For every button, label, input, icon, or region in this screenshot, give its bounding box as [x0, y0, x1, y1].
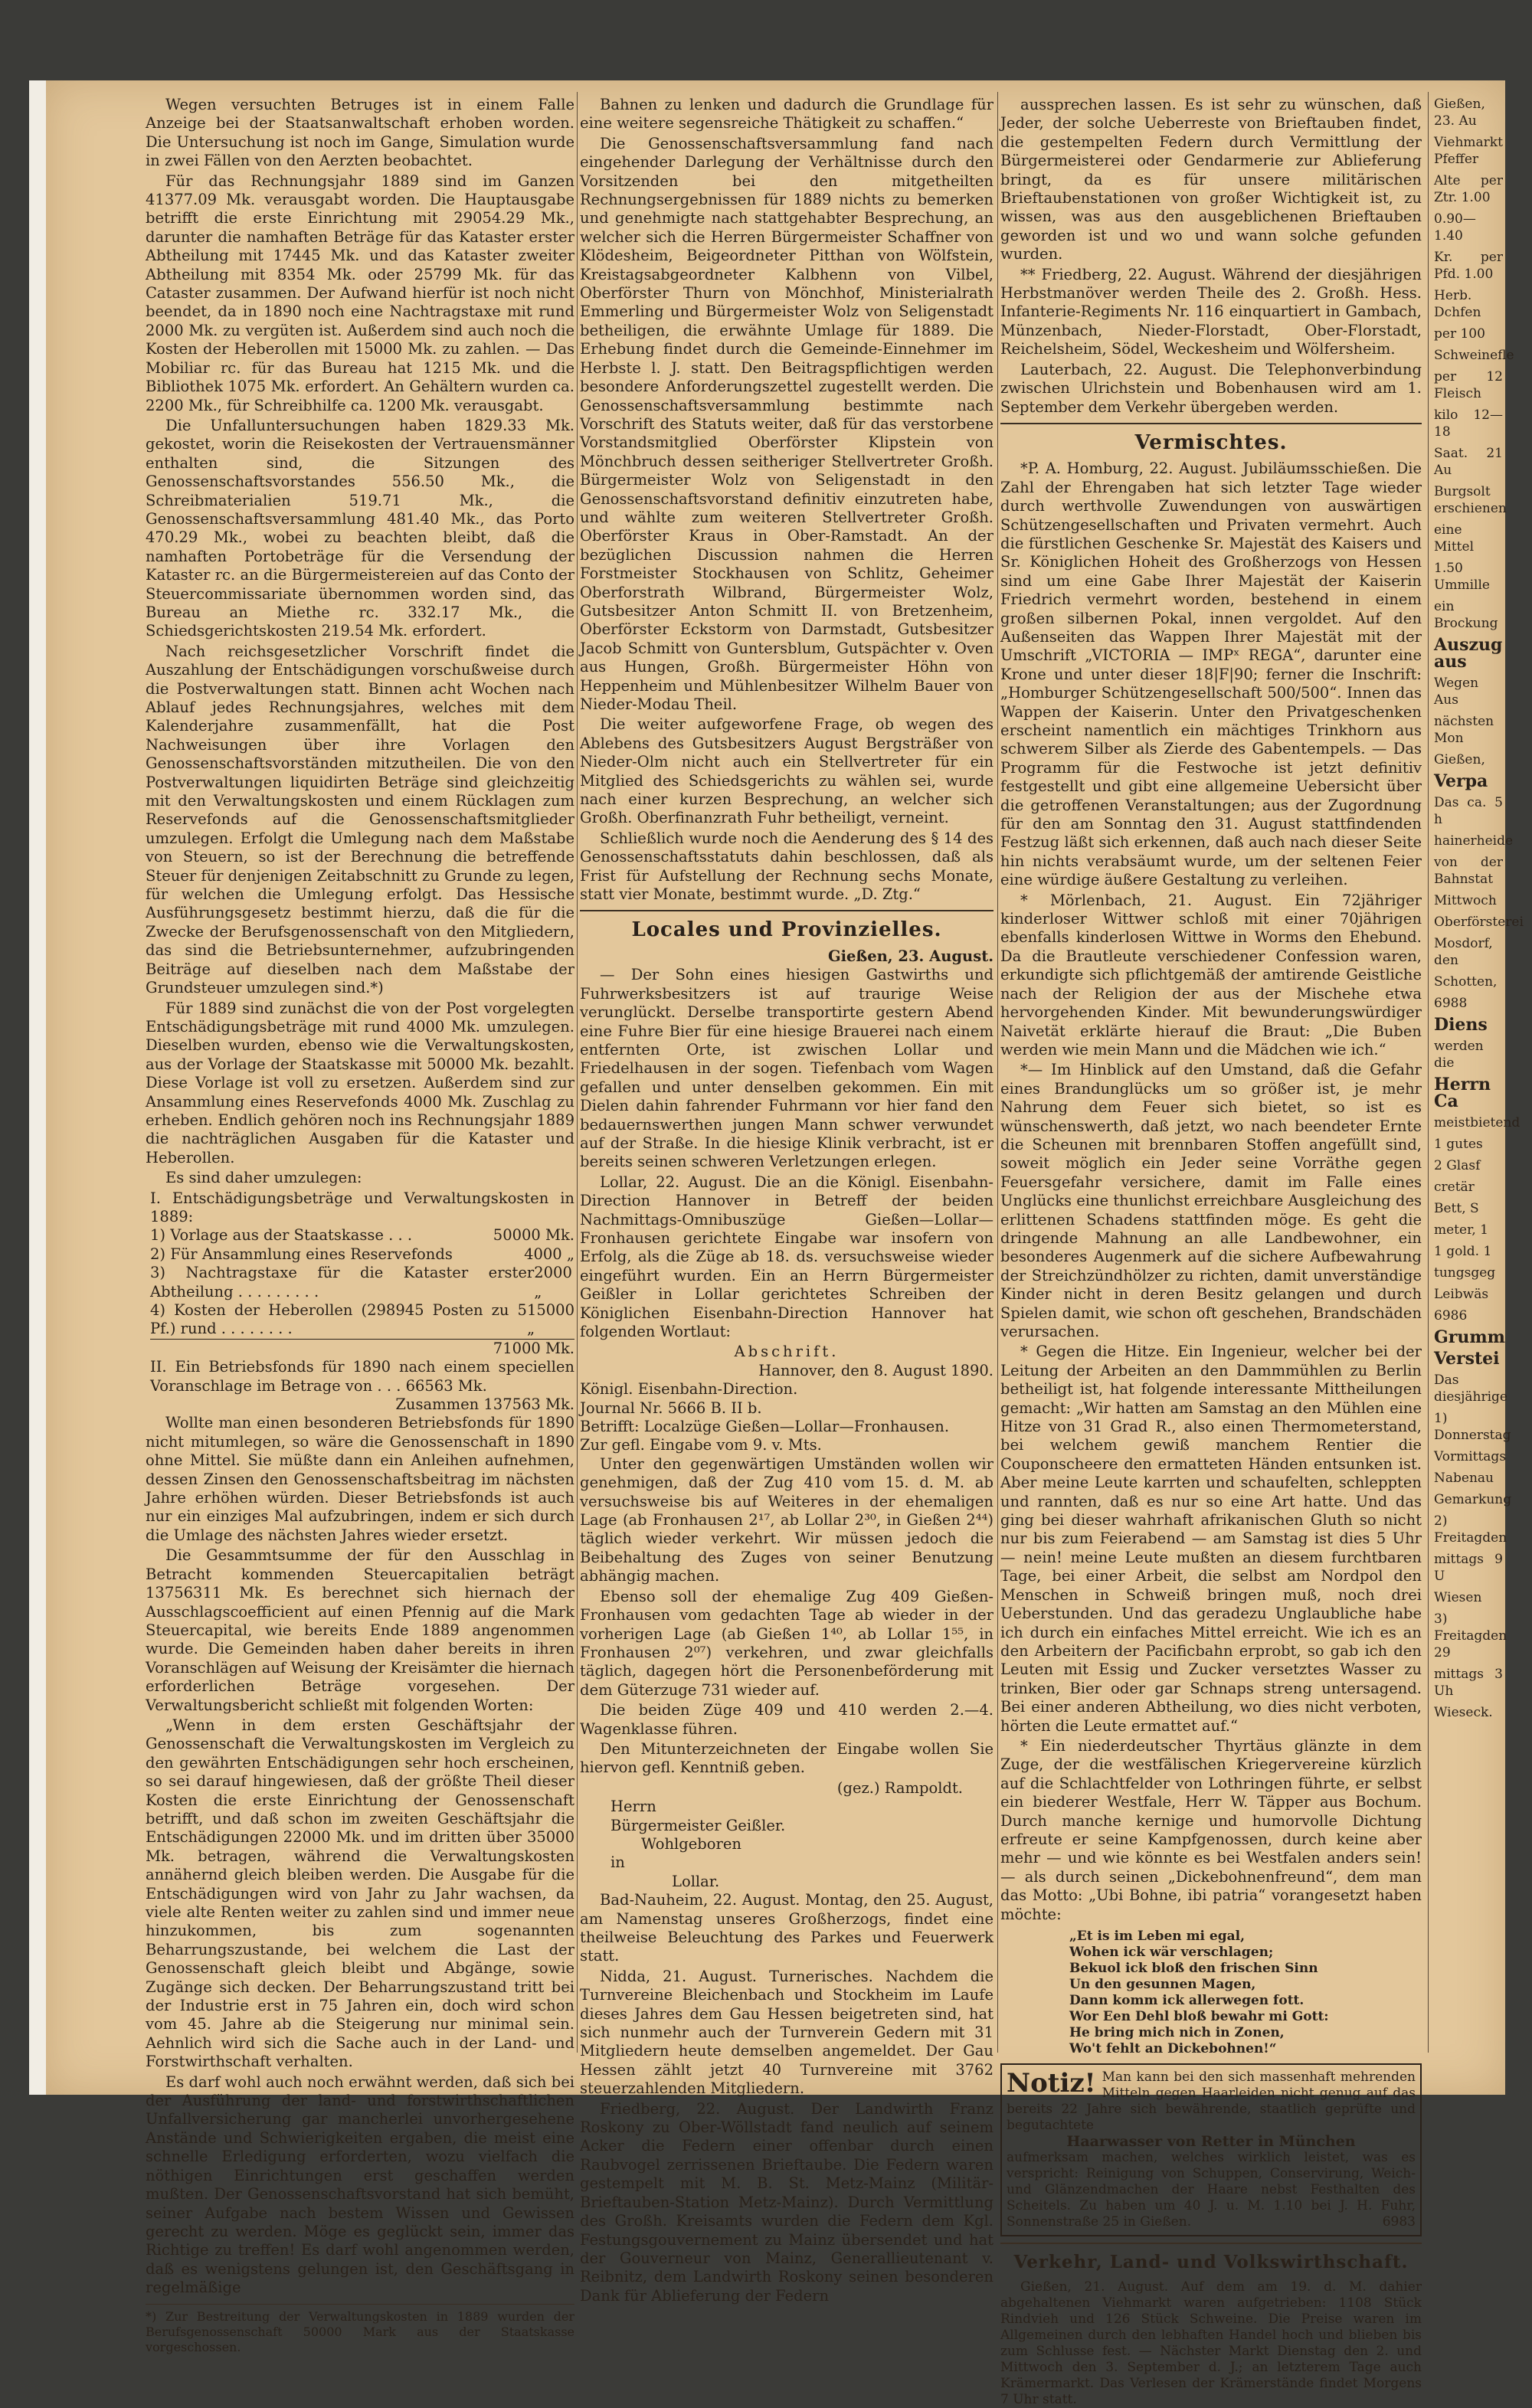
paragraph: * Mörlenbach, 21. August. Ein 72jähriger kinderloser Wittwer schloß mit einer 70jährigen ebenfalls kinderlosen Wittwe in Worms den Ehebund. Da die Brautleute verschiedener Confession waren, erkundigte sich pflichtgemäß der amtirende Geistliche nach der Religion der aus der Mischehe etwa hervorgehenden Kinder. Mit bewunderungswürdiger Naivetät erklärte hierauf die Braut: „Die Buben werden wie mein Mann und die Mädchen wie ich.“ [1000, 891, 1422, 1058]
paragraph: Die Genossenschaftsversammlung fand nach eingehender Darlegung der Verhältnisse durch den Vorsitzenden bei den mitgetheilten Rechnungsergebnissen für 1889 nichts zu bemerken und genehmigte nach stattgehabter Besprechung, an welcher sich die Herren Bürgermeister Schaffner von Klödesheim, Beigeordneter Pitthan von Wölfstein, Kreistagsabgeordneter Kalbhenn von Vilbel, Oberförster Thurn von Mönchhof, Ministerialrath Emmerling und Bürgermeister Wolz von Seligenstadt betheiligen, die erwähnte Umlage für 1889. Die Erhebung findet durch die Gemeinde-Einnehmer im Herbste l. J. statt. Den Beitragspflichtigen werden besondere Anforderungszettel zugestellt werden. Die Genossenschaftsversammlung bestimmte nach Vorschrift des Statuts weiter, daß für das verstorbene Vorstandsmitglied Oberförster Klipstein von Mönchbruch dessen seitheriger Stellvertreter Großh. Bürgermeister Wolz von Seligenstadt in den Genossenschaftsvorstand definitiv einzutreten habe, und wählte zum weiteren Stellvertreter Großh. Oberförster Kraus in Ober-Ramstadt. An der bezüglichen Discussion nahmen die Herren Forstmeister Stockhausen von Schlitz, Geheimer Oberforstrath Wilbrand, Bürgermeister Wolz, Gutsbesitzer Anton Schmitt II. von Bretzenheim, Oberförster Eckstorm von Darmstadt, Gutsbesitzer Jacob Schmitt von Guntersblum, Gutspächter v. Oven aus Hungen, Großh. Bürgermeister Höhn von Heppenheim und Mühlenbesitzer Wilhelm Bauer von Nieder-Modau Theil. [580, 134, 994, 713]
paragraph: Wollte man einen besonderen Betriebsfonds für 1890 nicht mitumlegen, so wäre die Genossenschaft in 1890 ohne Mittel. Sie müßte dann ein Anleihen aufnehmen, dessen Zinsen den Genossenschaftsbeitrag im nächsten Jahre erhöhen würden. Dieser Betriebsfonds ist auch nur ein einziges Mal aufzubringen, indem er sich durch die Umlage des nächsten Jahres wieder ersetzt. [146, 1414, 574, 1544]
fragment-line: Diens [1434, 1015, 1488, 1035]
fragment-line: Wiesen [1434, 1590, 1482, 1605]
fragment-line: Wieseck. [1434, 1705, 1493, 1720]
column-1 [146, 96, 574, 2354]
fragment-line: 6986 [1434, 1308, 1468, 1323]
list-item: 2) Für Ansammlung eines Reservefonds 4000 „ [150, 1245, 574, 1263]
fragment-line: Nabenau [1434, 1471, 1494, 1486]
advertisement-notiz [1000, 2063, 1422, 2236]
fragment-line: Burgsolt erschienen [1434, 484, 1507, 516]
fragment-line: Viehmarkt Pfeffer [1434, 135, 1503, 167]
abschrift-label: Abschrift. [734, 1343, 840, 1361]
list-title: I. Entschädigungsbeträge und Verwaltungskosten in 1889: [150, 1189, 574, 1225]
paragraph: Schließlich wurde noch die Aenderung des § 14 des Genossenschaftsstatuts dahin beschlossen, daß als Frist für Aufstellung der Rechnung sechs Monate, statt vier Monate, bestimmt wurde. „D. Ztg.“ [580, 829, 994, 904]
fragment-line: Schotten, [1434, 974, 1498, 990]
column-rule [997, 92, 998, 2053]
section-title: Verkehr, Land- und Volkswirthschaft. [1013, 2252, 1409, 2272]
paragraph: Es darf wohl auch noch erwähnt werden, daß sich bei der Ausführung der land- und forstwirthschaftlichen Unfallversicherung gar mancherlei unvorhergesehene Anstände und Schwierigkeiten ergaben, die meist eine schnelle Erledigung erforderten, wozu vielfach die nöthigen Einrichtungen erst geschaffen werden mußten. Der Genossenschaftsvorstand hat sich bemüht, seiner Aufgabe nach bestem Wissen und Gewissen gerecht zu werden. Möge es geglückt sein, immer das Richtige zu treffen! Es darf wohl angenommen werden, daß es wenigstens gelungen ist, den Geschäftsgang in regelmäßige [146, 2073, 574, 2297]
address-block [580, 1798, 994, 1891]
paragraph: ** Friedberg, 22. August. Während der diesjährigen Herbstmanöver werden Theile des 2. Großh. Hess. Infanterie-Regiments Nr. 116 einquartiert in Gambach, Münzenbach, Nieder-Florstadt, Ober-Florstadt, Reichelsheim, Södel, Weckesheim und Wölfersheim. [1000, 265, 1422, 358]
fragment-line: 3) Freitagden 29 [1434, 1611, 1507, 1660]
paragraph: Den Mitunterzeichneten der Eingabe wollen Sie hiervon gefl. Kenntniß geben. [580, 1739, 994, 1777]
fragment-line: Kr. per Pfd. 1.00 [1434, 250, 1503, 282]
list-subtotal: 71000 Mk. [150, 1339, 574, 1358]
fragment-line: Alte per Ztr. 1.00 [1434, 173, 1503, 205]
poem-line: Un den gesunnen Magen, [1069, 1977, 1256, 1992]
notiz-product: Haarwasser von Retter in München [1066, 2133, 1356, 2150]
paragraph: Es sind daher umzulegen: [165, 1169, 362, 1187]
fragment-line: Saat. 21 Au [1434, 446, 1503, 478]
paragraph: Die Unfalluntersuchungen haben 1829.33 Mk. gekostet, worin die Reisekosten der Vertrauensmänner enthalten sind, die Sitzungen des Genossenschaftsvorstandes 556.50 Mk., die Schreibmaterialien 519.71 Mk., die Genossenschaftsversammlung 481.40 Mk., das Porto 470.29 Mk., wobei zu beachten bleibt, daß die namhaften Portobeträge für die Versendung der Kataster rc. an die Bürgermeistereien auf das Conto der Steuercommissariate übernommen worden sind, das Bureau an Miethe rc. 332.17 Mk., die Schiedsgerichtskosten 219.54 Mk. erfordert. [146, 416, 574, 640]
dateline: Gießen, 23. August. [827, 947, 994, 965]
poem-line: Bekuol ick bloß den frischen Sinn [1069, 1961, 1318, 1976]
fragment-line: nächsten Mon [1434, 714, 1494, 746]
fragment-line: meter, 1 [1434, 1222, 1488, 1238]
paragraph: Nidda, 21. August. Turnerisches. Nachdem die Turnvereine Bleichenbach und Stockheim im Laufe dieses Jahres dem Gau Hessen beigetreten sind, hat sich nunmehr auch der Turnverein Gedern mit 31 Mitgliedern heute demselben angemeldet. Der Gau Hessen zählt jetzt 40 Turnvereine mit 3762 steuerzahlenden Mitgliedern. [580, 1967, 994, 2098]
fragment-line: Schweinefle [1434, 348, 1514, 363]
fragment-line: 6988 [1434, 996, 1468, 1011]
paragraph: Für 1889 sind zunächst die von der Post vorgelegten Entschädigungsbeträge mit rund 4000 Mk. umzulegen. Dieselben wurden, ebenso wie die Verwaltungskosten, aus der Vorlage der Staatskasse mit 50000 Mk. bezahlt. Diese Vorlage ist voll zu ersetzen. Außerdem sind zur Ansammlung eines Reservefonds 4000 Mk. Zuschlag zu erheben. Endlich gehören noch ins Rechnungsjahr 1889 die nachträglichen Ausgaben für die Kataster und Heberollen. [146, 999, 574, 1166]
poem-line: Wohen ick wär verschlagen; [1069, 1945, 1274, 1960]
poem-line: He bring mich nich in Zonen, [1069, 2025, 1285, 2040]
paragraph: Ebenso soll der ehemalige Zug 409 Gießen-Fronhausen vom gedachten Tage ab wieder in der vorherigen Lage (ab Gießen 1⁴⁰, ab Lollar 1⁵⁵, in Fronhausen 2⁰⁷) verkehren, und zwar gleichfalls täglich, dagegen hört die Personenbeförderung mit dem Güterzuge 731 wieder auf. [580, 1587, 994, 1699]
address-line: Herrn [611, 1798, 656, 1816]
fragment-line: Grumm [1434, 1327, 1505, 1347]
paragraph: Bad-Nauheim, 22. August. Montag, den 25. August, am Namenstag unseres Großherzogs, findet eine theilweise Beleuchtung des Parkes und Feuerwerk statt. [580, 1891, 994, 1965]
letter-date: Hannover, den 8. August 1890. [758, 1361, 994, 1379]
fragment-line: Herrn Ca [1434, 1075, 1491, 1111]
paragraph: Nach reichsgesetzlicher Vorschrift findet die Auszahlung der Entschädigungen vorschußweise durch die Postverwaltungen statt. Binnen acht Wochen nach Ablauf jedes Rechnungsjahres, welches mit dem Kalenderjahre zusammenfällt, hat die Post Nachweisungen über ihre Vorlagen den Genossenschaftsvorständen mitzutheilen. Die von den Postverwaltungen liquidirten Beträge sind gleichzeitig mit den Verwaltungskosten und einem Rücklagen zum Reservefonds auf die Genossenschaftsmitglieder umzulegen. Erfolgt die Umlegung nach dem Maßstabe von Steuern, so ist der Berechnung die betreffende Steuer für denjenigen Zeitabschnitt zu Grunde zu legen, für welchen die Umlegung erfolgt. Das Hessische Ausführungsgesetz bestimmt hierzu, daß die für die Zwecke der Berufsgenossenschaft von den Mitgliedern, das sind die Betriebsunternehmer, aufzubringenden Beiträge auf dieselben nach dem Maßstabe der Grundsteuer umzulegen sind.*) [146, 642, 574, 997]
paragraph: aussprechen lassen. Es ist sehr zu wünschen, daß Jeder, der solche Ueberreste von Brieftauben findet, die gestempelten Federn durch Vermittlung der Bürgermeisterei oder Gendarmerie zur Ablieferung bringt, da es für unsere militärischen Brieftaubenstationen von großer Wichtigkeit ist, zu wissen, was aus den ausgeblichenen Brieftauben geworden ist und wo und wann solche gefunden wurden. [1000, 96, 1422, 263]
fragment-line: meistbietend [1434, 1115, 1521, 1130]
fragment-line: Gießen, 23. Au [1434, 97, 1485, 129]
fragment-line: Vormittags [1434, 1449, 1507, 1464]
letter-header-line: Königl. Eisenbahn-Direction. [580, 1380, 798, 1399]
paragraph: Die weiter aufgeworfene Frage, ob wegen des Ablebens des Gutsbesitzers August Bergsträßer von Nieder-Olm nicht auch ein Stellvertreter für ein Mitglied des Schiedsgerichts zu wählen sei, wurde nach einer kurzen Besprechung, an welcher sich Großh. Oberfinanzrath Fuhr betheiligt, verneint. [580, 715, 994, 827]
poem-line: Wo't fehlt an Dickebohnen!“ [1069, 2041, 1277, 2056]
notiz-text: aufmerksam machen, welches wirklich leistet, was es verspricht: Reinigung von Schuppen, Conservirung, Weich- und Glänzendmachen der Haare nebst Festhalten des Scheitels. Zu haben um 40 J. u. M. 1.10 bei J. H. Fuhr, Sonnenstraße 25 in Gießen. [1007, 2150, 1416, 2230]
fragment-line: eine Mittel [1434, 522, 1475, 555]
fragment-line: von der Bahnstat [1434, 855, 1503, 887]
column-2 [580, 96, 994, 2305]
address-line: in [611, 1853, 625, 1872]
section-title: Vermischtes. [1134, 430, 1288, 454]
fragment-line: hainerheide [1434, 833, 1514, 849]
fragment-line: Mittwoch [1434, 893, 1497, 908]
letter-header-line: Journal Nr. 5666 B. II b. [580, 1399, 762, 1417]
letter-header-line: Zur gefl. Eingabe vom 9. v. Mts. [580, 1436, 822, 1454]
address-line: Lollar. [672, 1872, 720, 1890]
divider [1000, 423, 1422, 424]
column-3 [1000, 96, 1422, 2408]
poem-line: Wor Een Dehl bloß bewahr mi Gott: [1069, 2009, 1329, 2024]
fragment-line: 1.50 Ummille [1434, 561, 1490, 593]
fragment-line: Gemarkung [1434, 1492, 1512, 1507]
fragment-line: Verpa [1434, 771, 1488, 791]
letter-header [580, 1380, 994, 1455]
fragment-line: Auszug aus [1434, 635, 1503, 672]
fragment-line: 2) Freitagden [1434, 1513, 1507, 1546]
footnote: *) Zur Bestreitung der Verwaltungskosten in 1889 wurden der Berufsgenossenschaft 50000 Mark aus der Staatskasse vorgeschossen. [146, 2304, 574, 2355]
fragment-line: mittags 9 U [1434, 1552, 1503, 1584]
paragraph: — Der Sohn eines hiesigen Gastwirths und Fuhrwerksbesitzers ist auf traurige Weise verunglückt. Derselbe transportirte gestern Abend eine Fuhre Bier für eine hiesige Brauerei nach einem entfernten Orte, ist zwischen Lollar und Friedelhausen in der sogen. Tiefenbach vom Wagen gefallen und unter denselben gekommen. Ein mit Dielen dahin fahrender Fuhrmann vor hier fand den bedauernswerthen jungen Mann schwer verwundet auf der Straße. In die hiesige Klinik verbracht, ist er bereits seinen schweren Verletzungen erlegen. [580, 966, 994, 1171]
fragment-line: Verstei [1434, 1349, 1500, 1369]
budget-list [146, 1189, 574, 1415]
fragment-line: Herb. Dchfen [1434, 288, 1481, 320]
paragraph: Unter den gegenwärtigen Umständen wollen wir genehmigen, daß der Zug 410 vom 15. d. M. ab versuchsweise bis auf Weiteres in der ehemaligen Lage (ab Fronhausen 2¹⁷, ab Lollar 2³⁰, in Gießen 2⁴⁴) täglich wieder verkehrt. Wir müssen jedoch die Beibehaltung des Zuges von seiner Benutzung abhängig machen. [580, 1454, 994, 1585]
fragment-line: Wegen Aus [1434, 676, 1479, 708]
fragment-line: cretär [1434, 1179, 1475, 1195]
list-total: Zusammen 137563 Mk. [395, 1395, 574, 1414]
fragment-line: Das ca. 5 h [1434, 795, 1503, 827]
fragment-line: per 12 Fleisch [1434, 369, 1503, 401]
fragment-line: 0.90—1.40 [1434, 211, 1476, 244]
fragment-line: Gießen, [1434, 752, 1485, 767]
fragment-line: tungsgeg [1434, 1265, 1496, 1281]
paragraph: Für das Rechnungsjahr 1889 sind im Ganzen 41377.09 Mk. verausgabt worden. Die Hauptausgabe betrifft die erste Einrichtung mit 29054.29 Mk., darunter die namhaften Beträge für das Kataster erster Abtheilung mit 17445 Mk. und das Kataster zweiter Abtheilung mit 8354 Mk. oder 25799 Mk. für das Cataster zusammen. Der Aufwand hierfür ist noch nicht beendet, da in 1890 noch eine Nachtragstaxe mit rund 2000 Mk. zu vergüten ist. Außerdem sind auch noch die Kosten der Heberollen mit 15000 Mk. zu zahlen. — Das Mobiliar rc. für das Bureau hat 1215 Mk. und die Bibliothek 1075 Mk. erfordert. An Gehältern wurden ca. 2200 Mk., für Schreibhilfe ca. 1200 Mk. verausgabt. [146, 172, 574, 414]
paragraph: * Gegen die Hitze. Ein Ingenieur, welcher bei der Leitung der Arbeiten an den Dammmühlen zu Berlin betheiligt ist, hat folgende interessante Mittheilungen gemacht: „Wir hatten am Samstag an den Mühlen eine Hitze von 31 Grad R., also einen Thermometerstand, bei welchem gewiß manchem Rentier die Couponscheere den ermatteten Händen entsunken ist. Aber meine Leute karrten und schaufelten, schleppten und rannten, daß es nur so eine Art hatte. Und das ging bei dieser wahrhaft afrikanischen Gluth so nicht nur bis zum Feierabend — am Samstag ist dies 5 Uhr — nein! meine Leute mußten an diesem furchtbaren Tage, bei einer Arbeit, die selbst am Nordpol den Menschen in Schweiß bringen muß, noch drei Ueberstunden. Und das geradezu Unglaubliche habe ich durch ein einfaches Mittel erreicht. Wie ich es an den Arbeitern der Pacificbahn erprobt, so gab ich den Leuten mit Essig und Zucker versetztes Wasser zu trinken, Bier oder gar Schnaps streng untersagend. Bei einer anderen Abtheilung, wo dies nicht verboten, hörten die Leute ermattet auf.“ [1000, 1343, 1422, 1735]
fragment-line: Leibwäs [1434, 1287, 1489, 1302]
fragment-line: werden die [1434, 1039, 1484, 1071]
paragraph: „Wenn in dem ersten Geschäftsjahr der Genossenschaft die Verwaltungskosten im Vergleich zu den gewährten Entschädigungen sehr hoch erscheinen, so sei darauf hingewiesen, daß der größte Theil dieser Kosten die erste Einrichtung der Genossenschaft betrifft, und daß schon im zweiten Geschäftsjahr die Entschädigungen 22000 Mk. und im dritten über 35000 Mk. betragen, während die Verwaltungskosten annähernd gleich bleiben werden. Die Ausgabe für die Entschädigungen wird von Jahr zu Jahr wachsen, da viele alte Renten weiter zu zahlen sind und immer neue hinzukommen, bis zum sogenannten Beharrungszustande, bei welchem die Last der Genossenschaft gleich bleibt und Abgänge, sowie Zugänge sich decken. Der Beharrungszustand tritt bei der Industrie erst in 75 Jahren ein, doch wird schon vom 45. Jahre ab die Steigerung nur minimal sein. Aehnlich wird sich die Sache auch in der Land- und Forstwirthschaft verhalten. [146, 1716, 574, 2071]
fragment-line: 1 gutes [1434, 1137, 1483, 1152]
list-item: 4) Kosten der Heberollen (298945 Posten zu 5 Pf.) rund . . . . . . . . 15000 „ [150, 1301, 574, 1338]
paragraph: *P. A. Homburg, 22. August. Jubiläumsschießen. Die Zahl der Ehrengaben hat sich letzter Tage wieder durch werthvolle Zuwendungen von auswärtigen Schützengesellschaften und Privaten vermehrt. Auch die fürstlichen Geschenke Sr. Majestät des Kaisers und Sr. Königlichen Hoheit des Großherzogs von Hessen sind um eine Gabe Ihrer Majestät der Kaiserin Friedrich vermehrt worden, bestehend in einem großen silbernen Pokal, innen vergoldet. Auf den Außenseiten das Wappen Ihrer Majestät mit der Umschrift „VICTORIA — IMPˣ REGA“, darunter eine Krone und unter dieser 18|F|90; ferner die Inschrift: „Homburger Schützengesellschaft 500/500“. Innen das Wappen der Kaiserin. Unter den Privatgeschenken erscheint namentlich ein mächtiges Trinkhorn aus schwerem Silber als Zierde des Gabentempels. — Das Programm für die Festwoche ist jetzt definitiv festgestellt und gibt eine allgemeine Uebersicht über die getroffenen Veranstaltungen; aus der Zugordnung für den am Sonntag den 31. August stattfindenden Festzug läßt sich erkennen, daß auch nach dieser Seite hin nichts verabsäumt wurde, um der seltenen Feier eine würdige äußere Gestaltung zu verleihen. [1000, 460, 1422, 889]
poem-line: Dann komm ick allerwegen fott. [1069, 1993, 1304, 2008]
column-rule [1428, 92, 1429, 2053]
fragment-line: Bett, S [1434, 1201, 1479, 1216]
ad-number: 6983 [1382, 2214, 1416, 2230]
paragraph: Lollar, 22. August. Die an die Königl. Eisenbahn-Direction Hannover in Betreff der beiden Nachmittags-Omnibuszüge Gießen—Lollar—Fronhausen gerichtete Eingabe war insofern von Erfolg, als die Züge ab 18. ds. versuchsweise wieder eingeführt wurden. Ein an Herrn Bürgermeister Geißler in Lollar gerichtetes Schreiben der Königlichen Eisenbahn-Direction Hannover hat folgenden Wortlaut: [580, 1173, 994, 1340]
notiz-text: Man kann bei den sich massenhaft mehrenden Mitteln gegen Haarleiden nicht genug auf das bereits 22 Jahre sich bewährende, staatlich geprüfte und begutachtete [1007, 2069, 1416, 2133]
list-item: II. Ein Betriebsfonds für 1890 nach einem speciellen Voranschlage im Betrage von . . . 66563 Mk. [150, 1358, 574, 1395]
fragment-line: per 100 [1434, 326, 1485, 342]
fragment-line: 1) Donnerstag [1434, 1411, 1511, 1443]
signature: (gez.) Rampoldt. [836, 1778, 963, 1797]
notiz-title: Notiz! [1007, 2068, 1096, 2099]
paragraph: Lauterbach, 22. August. Die Telephonverbindung zwischen Ulrichstein und Bobenhausen wird am 1. September dem Verkehr übergeben werden. [1000, 360, 1422, 416]
poem [1000, 1929, 1422, 2057]
divider [580, 910, 994, 911]
paragraph: Wegen versuchten Betruges ist in einem Falle Anzeige bei der Staatsanwaltschaft erhoben worden. Die Untersuchung ist noch im Gange, Simulation wurde in zwei Fällen von den Aerzten beobachtet. [146, 96, 574, 170]
fragment-line: kilo 12—18 [1434, 407, 1503, 440]
fragment-line: ein Brockung [1434, 599, 1498, 631]
poem-line: „Et is im Leben mi egal, [1069, 1929, 1246, 1944]
column-4-fragment [1434, 96, 1524, 2087]
fragment-line: 1 gold. 1 [1434, 1244, 1492, 1259]
paragraph: Friedberg, 22. August. Der Landwirth Franz Roskony zu Ober-Wöllstadt fand neulich auf seinem Acker die Federn einer offenbar durch einen Raubvogel zerrissenen Brieftaube. Die Federn waren gestempelt mit M. B. St. Metz-Mainz (Militär-Brieftauben-Station Metz-Mainz). Durch Vermittlung des Großh. Kreisamts wurden die Federn dem Kgl. Festungsgouvernement zu Mainz übersendet und hat der Gouverneur von Mainz, Generallieutenant v. Reibnitz, dem Landwirth Roskony seinen besonderen Dank für Ablieferung der Federn [580, 2099, 994, 2305]
fragment-line: Oberförsterei [1434, 914, 1524, 930]
fragment-line: mittags 3 Uh [1434, 1667, 1503, 1699]
paragraph: Die beiden Züge 409 und 410 werden 2.—4. Wagenklasse führen. [580, 1701, 994, 1738]
section-title: Locales und Provinzielles. [631, 918, 942, 942]
divider [1000, 2243, 1422, 2244]
fragment-line: 2 Glasf [1434, 1158, 1481, 1173]
paragraph: Die Gesammtsumme der für den Ausschlag in Betracht kommenden Steuercapitalien beträgt 13756311 Mk. Es berechnet sich hiernach der Ausschlagscoefficient auf einen Pfennig auf die Mark Steuercapital, wie bereits Ende 1889 angenommen wurde. Die Gemeinden haben daher bereits in ihren Voranschlägen auf Weisung der Kreisämter die hiernach erforderlichen Beträge vorgesehen. Der Verwaltungsbericht schließt mit folgenden Worten: [146, 1546, 574, 1714]
letter-header-line: Betrifft: Localzüge Gießen—Lollar—Fronhausen. [580, 1418, 950, 1436]
paragraph: *— Im Hinblick auf den Umstand, daß die Gefahr eines Brandunglücks um so größer ist, je mehr Nahrung dem Feuer sich bietet, so ist es wünschenswerth, daß jetzt, wo nach beendeter Ernte die Scheunen mit brennbaren Stoffen angefüllt sind, soweit möglich ein Jeder seine Vorräthe gegen Feuersgefahr versichere, damit im Falle eines Unglücks eine thunlichst erreichbare Ausgleichung des erlittenen Schadens stattfinden möge. Es geht die dringende Mahnung an alle Landbewohner, ein besonderes Augenmerk auf die sichere Aufbewahrung der Streichzündhölzer zu richten, damit unverständige Kinder nicht in deren Besitz gelangen und durch Spielen damit, wie schon oft geschehen, Brandschäden verursachen. [1000, 1061, 1422, 1340]
page-edge-strip [29, 80, 47, 2095]
paragraph: Gießen, 21. August. Auf dem am 19. d. M. dahier abgehaltenen Viehmarkt waren aufgetrieben: 1108 Stück Rindvieh und 126 Stück Schweine. Die Preise waren im Allgemeinen durch den lebhaften Handel hoch und blieben bis zum Schlusse fest. — Nächster Markt Dienstag den 2. und Mittwoch den 3. September d. J.; an letzterem Tage auch Krämermarkt. Das Verlesen der Krämerstände findet Morgens 7 Uhr statt. [1000, 2279, 1422, 2408]
fragment-line: Das diesjährige [1434, 1372, 1507, 1405]
paragraph: Bahnen zu lenken und dadurch die Grundlage für eine weitere segensreiche Thätigkeit zu schaffen.“ [580, 96, 994, 133]
paragraph: * Ein niederdeutscher Thyrtäus glänzte in dem Zuge, der die westfälischen Kriegervereine kürzlich auf die Schlachtfelder von Lothringen führte, er selbst ein biederer Westfale, Herr W. Täpper aus Bochum. Durch manche kernige und humorvolle Dichtung erfreute er seine Kampfgenossen, durch keine aber mehr — und wie könnte es bei Westfalen anders sein! — als durch seinen „Dickebohnenfreund“, dem man das Motto: „Ubi Bohne, ibi patria“ vorangesetzt haben möchte: [1000, 1736, 1422, 1923]
column-rule [577, 92, 578, 2053]
address-line: Bürgermeister Geißler. [611, 1816, 786, 1834]
list-item: 1) Vorlage aus der Staatskasse . . . 50000 Mk. [150, 1226, 574, 1245]
list-item: 3) Nachtragstaxe für die Kataster erster Abtheilung . . . . . . . . . 2000 „ [150, 1264, 572, 1301]
address-line: Wohlgeboren [641, 1834, 741, 1853]
fragment-line: Mosdorf, den [1434, 936, 1493, 968]
